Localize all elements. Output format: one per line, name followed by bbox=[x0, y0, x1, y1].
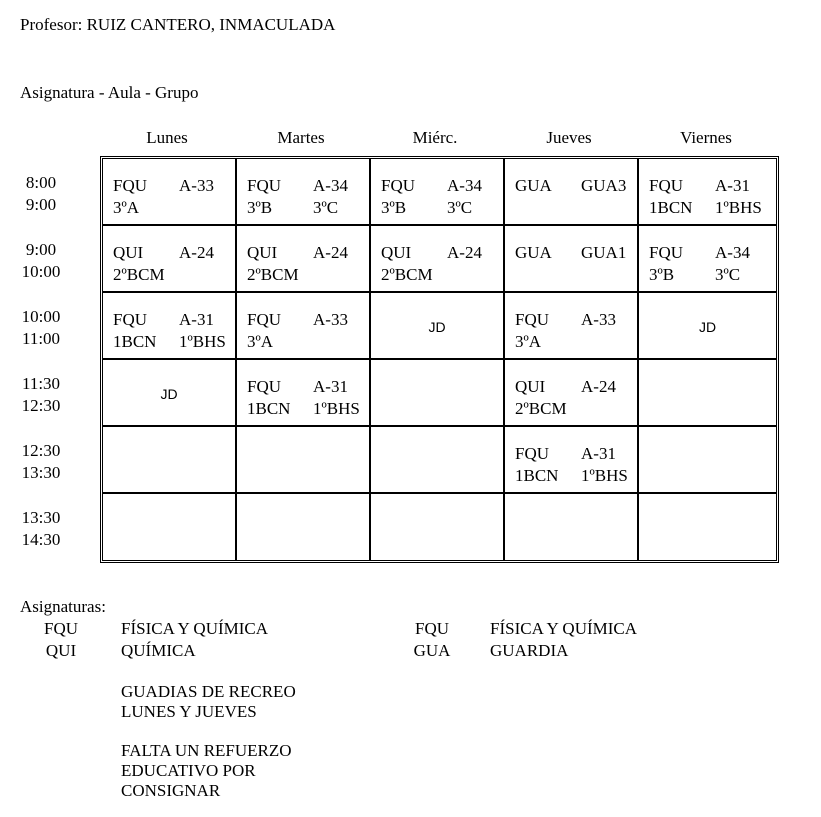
day-header-lunes: Lunes bbox=[146, 128, 188, 147]
cell-subject: FQU bbox=[247, 176, 282, 195]
time-slot-3 bbox=[20, 306, 62, 350]
table-legend-caption: Asignatura - Aula - Grupo bbox=[20, 83, 199, 102]
schedule-cell bbox=[505, 427, 639, 494]
schedule-cell bbox=[371, 494, 505, 560]
cell-room: GUA3 bbox=[581, 176, 627, 195]
cell-duty-code: JD bbox=[428, 319, 446, 335]
time-start: 13:30 bbox=[21, 508, 61, 527]
cell-line-2 bbox=[247, 398, 369, 420]
time-end: 14:30 bbox=[21, 530, 61, 549]
time-end: 10:00 bbox=[21, 262, 61, 281]
professor-name: Profesor: RUIZ CANTERO, INMACULADA bbox=[20, 15, 336, 34]
schedule-grid bbox=[103, 159, 776, 560]
cell-line-1 bbox=[515, 242, 637, 264]
cell-subject: QUI bbox=[381, 243, 412, 262]
schedule-cell bbox=[505, 360, 639, 427]
schedule-cell bbox=[371, 226, 505, 293]
cell-line-1 bbox=[247, 309, 369, 331]
cell-subject: FQU bbox=[515, 310, 550, 329]
cell-line-1 bbox=[515, 443, 637, 465]
time-slot-6 bbox=[20, 507, 62, 551]
schedule-cell bbox=[505, 159, 639, 226]
schedule-cell bbox=[103, 159, 237, 226]
cell-room: A-31 bbox=[179, 310, 214, 329]
cell-line-2 bbox=[515, 398, 637, 420]
cell-line-2 bbox=[247, 197, 369, 219]
cell-group-2: 1ºBHS bbox=[313, 399, 360, 418]
cell-group: 3ºA bbox=[515, 332, 542, 351]
schedule-cell bbox=[237, 293, 371, 360]
cell-group-2: 1ºBHS bbox=[715, 198, 762, 217]
schedule-cell bbox=[505, 226, 639, 293]
time-start: 12:30 bbox=[21, 441, 61, 460]
cell-subject: FQU bbox=[113, 176, 148, 195]
cell-group: 2ºBCM bbox=[113, 265, 165, 284]
time-end: 13:30 bbox=[21, 463, 61, 482]
legend-name: FÍSICA Y QUÍMICA bbox=[490, 619, 638, 638]
cell-group: 3ºB bbox=[247, 198, 273, 217]
cell-subject: FQU bbox=[381, 176, 416, 195]
schedule-cell bbox=[237, 427, 371, 494]
cell-line-1 bbox=[247, 242, 369, 264]
schedule-cell bbox=[371, 360, 505, 427]
cell-room: A-31 bbox=[313, 377, 348, 396]
cell-subject: GUA bbox=[515, 176, 552, 195]
cell-subject: QUI bbox=[113, 243, 144, 262]
reinforcement-note: FALTA UN REFUERZO EDUCATIVO POR CONSIGNAR bbox=[121, 741, 292, 800]
cell-line-1 bbox=[515, 376, 637, 398]
time-start: 10:00 bbox=[21, 307, 61, 326]
cell-room: A-31 bbox=[581, 444, 616, 463]
cell-line-2 bbox=[649, 264, 776, 286]
legend-name: QUÍMICA bbox=[121, 641, 196, 660]
cell-line-2 bbox=[247, 331, 369, 353]
day-header-jueves: Jueves bbox=[546, 128, 592, 147]
cell-group-2: 3ºC bbox=[447, 198, 473, 217]
cell-line-2 bbox=[381, 264, 503, 286]
schedule-cell bbox=[639, 494, 776, 560]
cell-group: 3ºB bbox=[381, 198, 407, 217]
time-slot-2 bbox=[20, 239, 62, 283]
cell-line-2 bbox=[113, 197, 235, 219]
schedule-cell bbox=[103, 226, 237, 293]
cell-subject: FQU bbox=[113, 310, 148, 329]
cell-room: A-24 bbox=[581, 377, 616, 396]
cell-line-2 bbox=[515, 331, 637, 353]
schedule-cell bbox=[237, 360, 371, 427]
cell-room: A-34 bbox=[715, 243, 750, 262]
cell-line-1 bbox=[113, 175, 235, 197]
schedule-cell bbox=[371, 293, 505, 360]
day-header-miercoles: Miérc. bbox=[412, 128, 458, 147]
cell-room: A-34 bbox=[313, 176, 348, 195]
cell-line-2 bbox=[649, 197, 776, 219]
cell-group-2: 3ºC bbox=[313, 198, 339, 217]
cell-duty-code: JD bbox=[698, 319, 717, 335]
day-header-viernes: Viernes bbox=[680, 128, 732, 147]
legend-code: FQU bbox=[414, 619, 449, 638]
recess-guard-note: GUADIAS DE RECREO LUNES Y JUEVES bbox=[121, 682, 296, 721]
cell-room: A-33 bbox=[179, 176, 214, 195]
time-start: 9:00 bbox=[25, 240, 57, 259]
cell-line-1 bbox=[113, 242, 235, 264]
cell-subject: GUA bbox=[515, 243, 552, 262]
cell-line-1 bbox=[247, 376, 369, 398]
schedule-table bbox=[100, 156, 779, 563]
cell-room: A-24 bbox=[179, 243, 214, 262]
cell-line-1 bbox=[515, 309, 637, 331]
legend-code: GUA bbox=[413, 641, 451, 660]
time-end: 12:30 bbox=[21, 396, 61, 415]
cell-room: A-24 bbox=[313, 243, 348, 262]
time-slot-1 bbox=[20, 172, 62, 216]
cell-group: 2ºBCM bbox=[381, 265, 433, 284]
cell-group: 2ºBCM bbox=[247, 265, 299, 284]
cell-subject: FQU bbox=[649, 243, 684, 262]
cell-group-2: 3ºC bbox=[715, 265, 741, 284]
legend-name: FÍSICA Y QUÍMICA bbox=[121, 619, 269, 638]
cell-subject: FQU bbox=[247, 310, 282, 329]
cell-line-2 bbox=[515, 465, 637, 487]
schedule-cell bbox=[505, 293, 639, 360]
cell-room: A-33 bbox=[581, 310, 616, 329]
schedule-cell bbox=[237, 494, 371, 560]
cell-line-1 bbox=[515, 175, 637, 197]
cell-group: 2ºBCM bbox=[515, 399, 567, 418]
legend-code: FQU bbox=[43, 619, 78, 638]
schedule-cell bbox=[639, 427, 776, 494]
cell-group: 1BCN bbox=[247, 399, 291, 418]
cell-line-1 bbox=[247, 175, 369, 197]
cell-room: A-33 bbox=[313, 310, 348, 329]
schedule-cell bbox=[103, 427, 237, 494]
schedule-cell bbox=[237, 159, 371, 226]
cell-group: 3ºA bbox=[247, 332, 274, 351]
legend-name: GUARDIA bbox=[490, 641, 569, 660]
cell-room: GUA1 bbox=[581, 243, 627, 262]
schedule-cell bbox=[103, 293, 237, 360]
schedule-cell bbox=[639, 159, 776, 226]
time-start: 11:30 bbox=[21, 374, 61, 393]
schedule-cell bbox=[371, 427, 505, 494]
cell-subject: QUI bbox=[515, 377, 546, 396]
cell-group: 1BCN bbox=[515, 466, 559, 485]
cell-group-2: 1ºBHS bbox=[179, 332, 226, 351]
cell-room: A-31 bbox=[715, 176, 750, 195]
cell-line-2 bbox=[247, 264, 369, 286]
cell-group-2: 1ºBHS bbox=[581, 466, 628, 485]
cell-room: A-34 bbox=[447, 176, 482, 195]
schedule-cell bbox=[371, 159, 505, 226]
schedule-cell bbox=[639, 360, 776, 427]
schedule-cell bbox=[237, 226, 371, 293]
time-end: 11:00 bbox=[21, 329, 61, 348]
cell-line-1 bbox=[649, 242, 776, 264]
cell-room: A-24 bbox=[447, 243, 482, 262]
schedule-cell bbox=[639, 293, 776, 360]
day-header-martes: Martes bbox=[277, 128, 325, 147]
time-slot-4 bbox=[20, 373, 62, 417]
cell-line-1 bbox=[381, 175, 503, 197]
cell-group: 3ºB bbox=[649, 265, 675, 284]
cell-line-2 bbox=[113, 331, 235, 353]
cell-group: 1BCN bbox=[113, 332, 157, 351]
cell-duty-code: JD bbox=[160, 386, 178, 402]
cell-line-1 bbox=[113, 309, 235, 331]
subjects-legend-title: Asignaturas: bbox=[20, 597, 106, 616]
schedule-cell bbox=[103, 494, 237, 560]
cell-group: 1BCN bbox=[649, 198, 693, 217]
legend-code: QUI bbox=[45, 641, 77, 660]
cell-subject: FQU bbox=[247, 377, 282, 396]
cell-group: 3ºA bbox=[113, 198, 140, 217]
schedule-cell bbox=[103, 360, 237, 427]
cell-line-1 bbox=[381, 242, 503, 264]
schedule-cell bbox=[639, 226, 776, 293]
cell-subject: QUI bbox=[247, 243, 278, 262]
cell-subject: FQU bbox=[515, 444, 550, 463]
cell-line-2 bbox=[381, 197, 503, 219]
cell-subject: FQU bbox=[649, 176, 684, 195]
time-end: 9:00 bbox=[25, 195, 57, 214]
cell-line-1 bbox=[649, 175, 776, 197]
time-slot-5 bbox=[20, 440, 62, 484]
cell-line-2 bbox=[113, 264, 235, 286]
time-start: 8:00 bbox=[25, 173, 57, 192]
schedule-cell bbox=[505, 494, 639, 560]
